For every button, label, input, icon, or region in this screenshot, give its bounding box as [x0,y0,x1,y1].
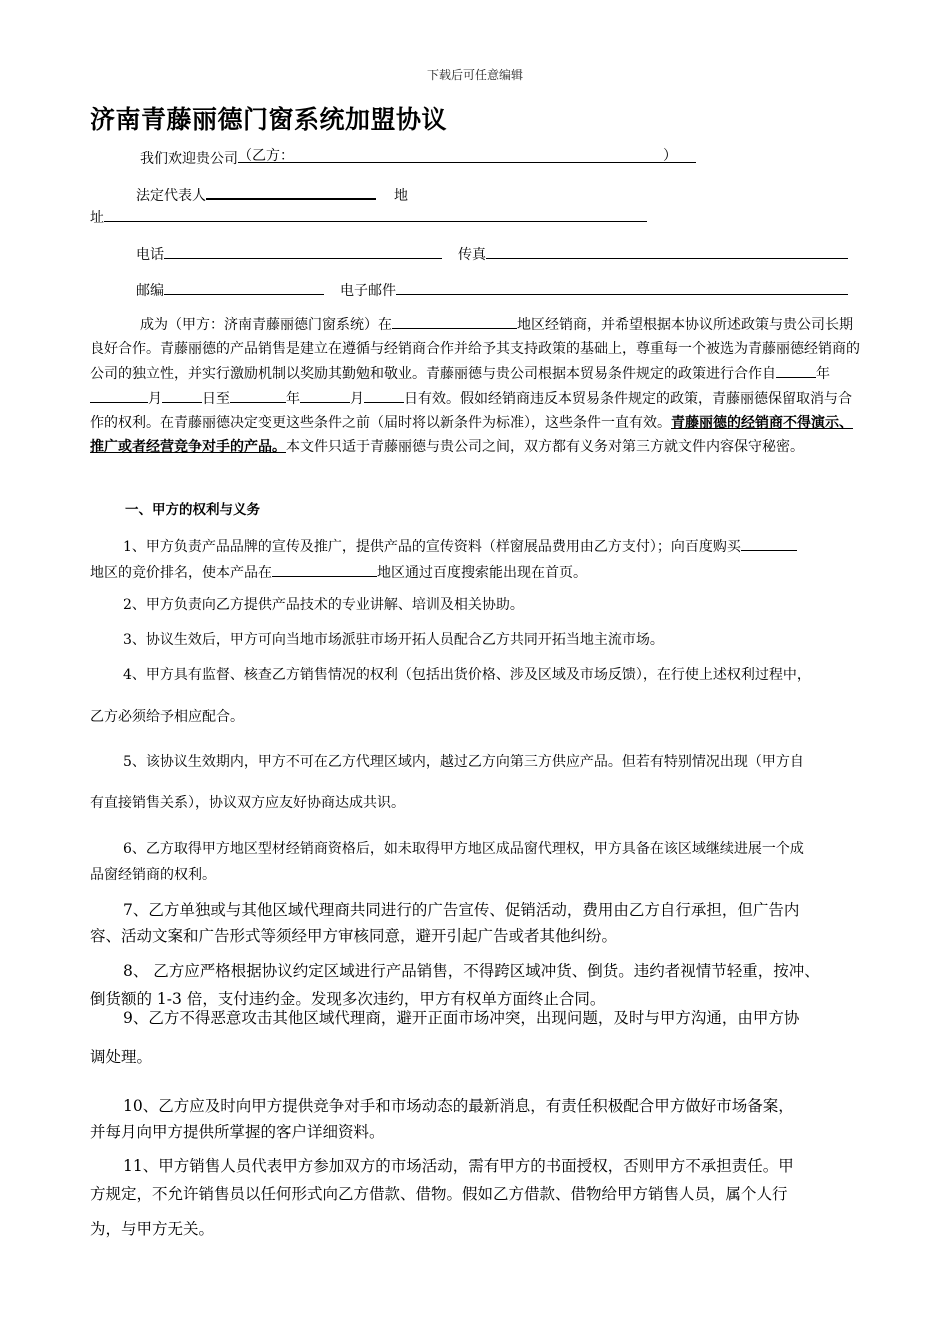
region-field[interactable] [392,312,517,329]
end-year-label: 年 [286,391,300,407]
document-title: 济南青藤丽德门窗系统加盟协议 [90,105,448,134]
clause-11 [90,1152,870,1208]
clause-2: 2、甲方负责向乙方提供产品技术的专业讲解、培训及相关协助。 [123,597,524,613]
preamble-text-4: 本文件只适于青藤丽德与贵公司之间，双方都有义务对第三方就文件内容保守秘密。 [286,439,804,455]
party-b-close: ） [663,148,677,164]
clause-8 [90,957,870,1013]
address-label-b: 址 [90,210,104,226]
clause-9-cont: 调处理。 [90,1048,153,1066]
clause-10-text-b: 并每月向甲方提供所掌握的客户详细资料。 [90,1123,385,1141]
preamble-text-1: 成为（甲方：济南青藤丽德门窗系统）在 [140,317,392,333]
header-note: 下载后可任意编辑 [426,68,523,82]
clause-7 [90,897,870,949]
clause-11-cont: 为，与甲方无关。 [90,1220,215,1238]
clause-1-text-b: 地区的竞价排名，使本产品在 [90,565,272,581]
party-b-name-field[interactable] [238,146,696,163]
clause-5-cont: 有直接销售关系），协议双方应友好协商达成共识。 [90,795,405,811]
start-year-label: 年 [816,366,830,382]
phone-fax-line [136,242,848,265]
clause-8-text-a: 8、 乙方应严格根据协议约定区域进行产品销售，不得跨区域冲货、倒货。违约者视情节轻重，按冲、 [123,962,820,980]
email-label: 电子邮件 [340,283,396,299]
clause-9 [90,1006,870,1028]
party-b-open: （乙方： [238,148,294,164]
section-heading: 一、甲方的权利与义务 [125,502,260,518]
clause-1 [90,534,870,587]
address-field[interactable] [104,205,647,222]
preamble-text-3: 日有效。假如经销商违反本贸易条件规定的政策，青藤丽德保留取消与合作的权利。在青藤丽德决定变更这些条件之前（届时将以新条件为标准），这些条件一直有效。 [90,391,852,431]
welcome-text: 我们欢迎贵公司 [140,151,238,167]
clause-4 [90,664,870,684]
clause-10-text-a: 10、乙方应及时向甲方提供竞争对手和市场动态的最新消息，有责任积极配合甲方做好市场备案， [123,1097,794,1115]
clause-8-text-b: 倒货额的 1-3 倍，支付违约金。发现多次违约，甲方有权单方面终止合同。 [90,990,606,1008]
legal-rep-field[interactable] [206,182,376,200]
postcode-email-line [136,278,848,301]
clause-4-text-a: 4、甲方具有监督、核查乙方销售情况的权利（包括出货价格、涉及区域及市场反馈），在行使上述权利过程中， [123,667,811,683]
clause-7-text-a: 7、乙方单独或与其他区域代理商共同进行的广告宣传、促销活动，费用由乙方自行承担，但广告内 [123,901,800,919]
clause-7-text-b: 容、活动文案和广告形式等须经甲方审核同意，避开引起广告或者其他纠纷。 [90,927,618,945]
clause-6-text-b: 品窗经销商的权利。 [90,867,216,883]
preamble-paragraph [90,312,865,459]
clause-6 [90,836,870,888]
clause-5 [90,751,870,771]
phone-field[interactable] [164,242,442,259]
address-label-a: 地 [394,188,408,204]
start-month-field[interactable] [90,386,148,403]
clause-11-text-b: 方规定，不允许销售员以任何形式向乙方借款、借物。假如乙方借款、借物给甲方销售人员，属个人行 [90,1185,788,1203]
start-day-label: 日至 [202,391,230,407]
clause-1-text-a: 1、甲方负责产品品牌的宣传及推广，提供产品的宣传资料（样窗展品费用由乙方支付）；向百度购买 [123,539,741,555]
fax-label: 传真 [458,247,486,263]
start-year-field[interactable] [776,361,816,378]
clause-1-text-c: 地区通过百度搜索能出现在首页。 [377,565,587,581]
clause-11-text-a: 11、甲方销售人员代表甲方参加双方的市场活动，需有甲方的书面授权，否则甲方不承担责任。甲 [123,1157,794,1175]
address-line [90,205,647,228]
postcode-label: 邮编 [136,283,164,299]
postcode-field[interactable] [164,278,324,295]
email-field[interactable] [396,278,848,295]
phone-label: 电话 [136,247,164,263]
start-day-field[interactable] [162,386,202,403]
preamble-text-2: 地区经销商，并希望根据本协议所述政策与贵公司长期良好合作。青藤丽德的产品销售是建立在遵循与经销商合作并给予其支持政策的基础上，尊重每一个被选为青藤丽德经销商的公司的独立性，并实行激励机制以奖励其勤勉和敬业。青藤丽德与贵公司根据本贸易条件规定的政策进行合作自 [90,317,860,382]
legal-rep-label: 法定代表人 [136,188,206,204]
clause-10 [90,1093,870,1145]
end-day-field[interactable] [364,386,404,403]
fax-field[interactable] [486,242,848,259]
end-month-field[interactable] [300,386,350,403]
clause-5-text-a: 5、该协议生效期内，甲方不可在乙方代理区域内，越过乙方向第三方供应产品。但若有特别情况出现（甲方自 [123,754,804,770]
search-region-field[interactable] [272,560,377,577]
welcome-line [140,146,696,169]
clause-3: 3、协议生效后，甲方可向当地市场派驻市场开拓人员配合乙方共同开拓当地主流市场。 [123,632,664,648]
start-month-label: 月 [148,391,162,407]
preamble-bold-clause: 青藤丽德的经销商不得演示、推广或者经营竞争对手的产品。 [90,415,853,455]
baidu-region-field[interactable] [741,534,797,551]
clause-6-text-a: 6、乙方取得甲方地区型材经销商资格后，如未取得甲方地区成品窗代理权，甲方具备在该区域继续进展一个成 [123,841,804,857]
legal-rep-line [136,182,408,206]
end-month-label: 月 [350,391,364,407]
clause-9-text-a: 9、乙方不得恶意攻击其他区域代理商，避开正面市场冲突，出现问题，及时与甲方沟通，由甲方协 [123,1009,800,1027]
end-year-field[interactable] [230,386,286,403]
clause-4-cont: 乙方必须给予相应配合。 [90,709,244,725]
